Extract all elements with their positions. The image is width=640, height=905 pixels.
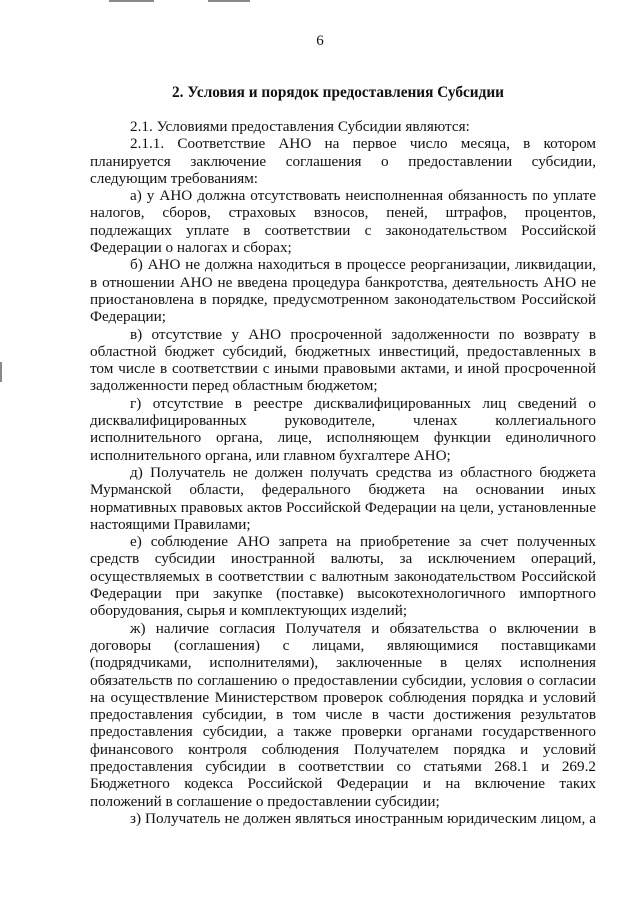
text-line: настоящими Правилами; bbox=[90, 515, 251, 533]
text-line: г) отсутствие в реестре дисквалифицированных лиц сведений о bbox=[130, 394, 596, 412]
text-line: положений в соглашение о предоставлении субсидии; bbox=[90, 792, 440, 810]
text-line: договоры (соглашения) с лицами, являющимися поставщиками bbox=[90, 636, 596, 654]
text-line: 2.1.1. Соответствие АНО на первое число месяца, в котором bbox=[130, 135, 596, 153]
text-line: осуществляемых в соответствии с валютным законодательством Российской bbox=[90, 567, 596, 585]
text-line: средств субсидии иностранной валюты, за исключением операций, bbox=[90, 550, 596, 568]
text-line: налогов, сборов, страховых взносов, пеней, штрафов, процентов, bbox=[90, 204, 596, 222]
text-line: з) Получатель не должен являться иностранным юридическим лицом, а bbox=[130, 809, 596, 827]
text-line: б) АНО не должна находиться в процессе реорганизации, ликвидации, bbox=[130, 256, 596, 274]
text-line: предоставления субсидии в соответствии со статьями 268.1 и 269.2 bbox=[90, 757, 596, 775]
text-line: предоставления субсидии, а также проверки органами государственного bbox=[90, 723, 596, 741]
text-line: областной бюджет субсидий, бюджетных инвестиций, предоставленных в bbox=[90, 342, 596, 360]
text-line: д) Получатель не должен получать средства из областного бюджета bbox=[130, 463, 596, 481]
text-line: том числе в соответствии с иными правовыми актами, и иной просроченной bbox=[90, 360, 596, 378]
text-line: планируется заключение соглашения о предоставлении субсидии, bbox=[90, 152, 596, 170]
text-line: нормативных правовых актов Российской Федерации на цели, установленные bbox=[90, 498, 596, 516]
text-line: в отношении АНО не введена процедура банкротства, деятельность АНО не bbox=[90, 273, 596, 291]
document-body bbox=[90, 118, 596, 827]
scan-edge-mark bbox=[109, 0, 154, 2]
scan-edge-mark bbox=[208, 0, 250, 2]
text-line: Федерации при закупке (поставке) высокотехнологичного импортного bbox=[90, 585, 596, 603]
page-number: 6 bbox=[316, 33, 324, 49]
text-line: исполнительного органа, или главном бухгалтере АНО; bbox=[90, 446, 451, 464]
text-line: финансового контроля соблюдения Получателем порядка и условий bbox=[90, 740, 596, 758]
text-line: оборудования, сырья и комплектующих изделий; bbox=[90, 602, 408, 620]
text-line: (подрядчиками, исполнителями), заключенные в целях исполнения bbox=[90, 654, 596, 672]
text-line: предоставления субсидии, в том числе в части достижения результатов bbox=[90, 706, 596, 724]
text-line: Бюджетного кодекса Российской Федерации и на включение таких bbox=[90, 775, 596, 793]
text-line: подлежащих уплате в соответствии с законодательством Российской bbox=[90, 221, 596, 239]
scan-edge-mark bbox=[0, 362, 2, 382]
text-line: обязательств по соглашению о предоставлении субсидии, условия о согласии bbox=[90, 671, 596, 689]
text-line: Федерации о налогах и сборах; bbox=[90, 239, 292, 257]
text-line: на осуществление Министерством проверок соблюдения порядка и условий bbox=[90, 688, 596, 706]
section-heading: 2. Условия и порядок предоставления Субсидии bbox=[172, 84, 504, 101]
text-line: е) соблюдение АНО запрета на приобретение за счет полученных bbox=[130, 533, 596, 551]
text-line: 2.1. Условиями предоставления Субсидии являются: bbox=[130, 118, 470, 135]
text-line: Федерации; bbox=[90, 308, 166, 326]
text-line: дисквалифицированных руководителе, членах коллегиального bbox=[90, 412, 596, 430]
text-line: ж) наличие согласия Получателя и обязательства о включении в bbox=[130, 619, 596, 637]
text-line: приостановлена в порядке, предусмотренном законодательством Российской bbox=[90, 290, 596, 308]
text-line: а) у АНО должна отсутствовать неисполненная обязанность по уплате bbox=[130, 187, 596, 205]
text-line: Мурманской области, федерального бюджета на основании иных bbox=[90, 481, 596, 499]
text-line: следующим требованиям: bbox=[90, 169, 259, 187]
text-line: исполнительного органа, лице, исполняющем функции единоличного bbox=[90, 429, 596, 447]
text-line: задолженности перед областным бюджетом; bbox=[90, 377, 378, 395]
text-line: в) отсутствие у АНО просроченной задолженности по возврату в bbox=[130, 325, 596, 343]
